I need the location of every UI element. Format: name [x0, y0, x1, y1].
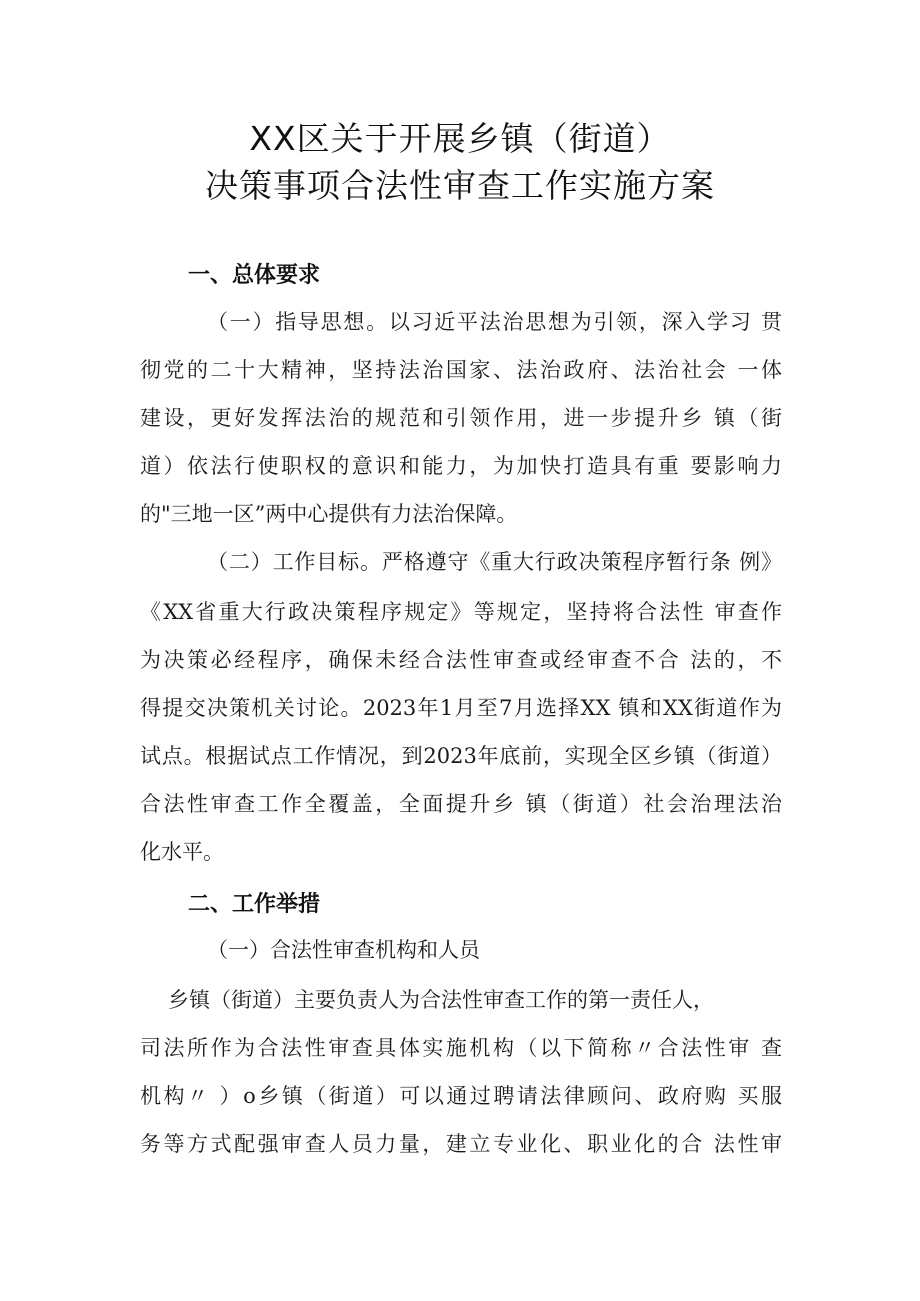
paragraph-line: 为决策必经程序，确保未经合法性审查或经审查不合 法的，不	[140, 648, 782, 672]
paragraph-line: （二）工作目标。严格遵守《重大行政决策程序暂行条 例》	[207, 550, 782, 574]
paragraph-line: 乡镇（街道）主要负责人为合法性审查工作的第一责任人，	[168, 988, 714, 1012]
paragraph-line: 《XX省重大行政决策程序规定》等规定，坚持将合法性 审查作	[140, 600, 782, 624]
document-title-line-1: XX区关于开展乡镇（街道）	[249, 119, 671, 158]
paragraph-line: 合法性审查工作全覆盖，全面提升乡 镇（街道）社会治理法治	[140, 792, 782, 816]
paragraph-line: 建设，更好发挥法治的规范和引领作用，进一步提升乡 镇（街	[140, 406, 782, 430]
document-title-line-2: 决策事项合法性审查工作实施方案	[205, 166, 715, 205]
paragraph-line: 得提交决策机关讨论。2023年1月至7月选择XX 镇和XX街道作为	[140, 696, 782, 720]
section-heading-general-requirements: 一、总体要求	[188, 263, 321, 288]
paragraph-line: 彻党的二十大精神，坚持法治国家、法治政府、法治社会 一体	[140, 358, 782, 382]
paragraph-line: （一）指导思想。以习近平法治思想为引领，深入学习 贯	[207, 310, 782, 334]
paragraph-line: 务等方式配强审查人员力量，建立专业化、职业化的合 法性审	[140, 1132, 782, 1156]
paragraph-line: 的"三地一区”两中心提供有力法治保障。	[140, 502, 518, 526]
subsection-heading: （一）合法性审查机构和人员	[207, 938, 480, 962]
paragraph-line: 化水平。	[140, 840, 224, 864]
paragraph-line: 司法所作为合法性审查具体实施机构（以下简称〃合法性审 查	[140, 1036, 782, 1060]
section-heading-work-measures: 二、工作举措	[188, 892, 321, 917]
paragraph-line: 道）依法行使职权的意识和能力，为加快打造具有重 要影响力	[140, 454, 782, 478]
paragraph-line: 试点。根据试点工作情况，到2023年底前，实现全区乡镇（街道）	[140, 744, 782, 768]
paragraph-line: 机构〃 ）o乡镇（街道）可以通过聘请法律顾问、政府购 买服	[140, 1084, 782, 1108]
